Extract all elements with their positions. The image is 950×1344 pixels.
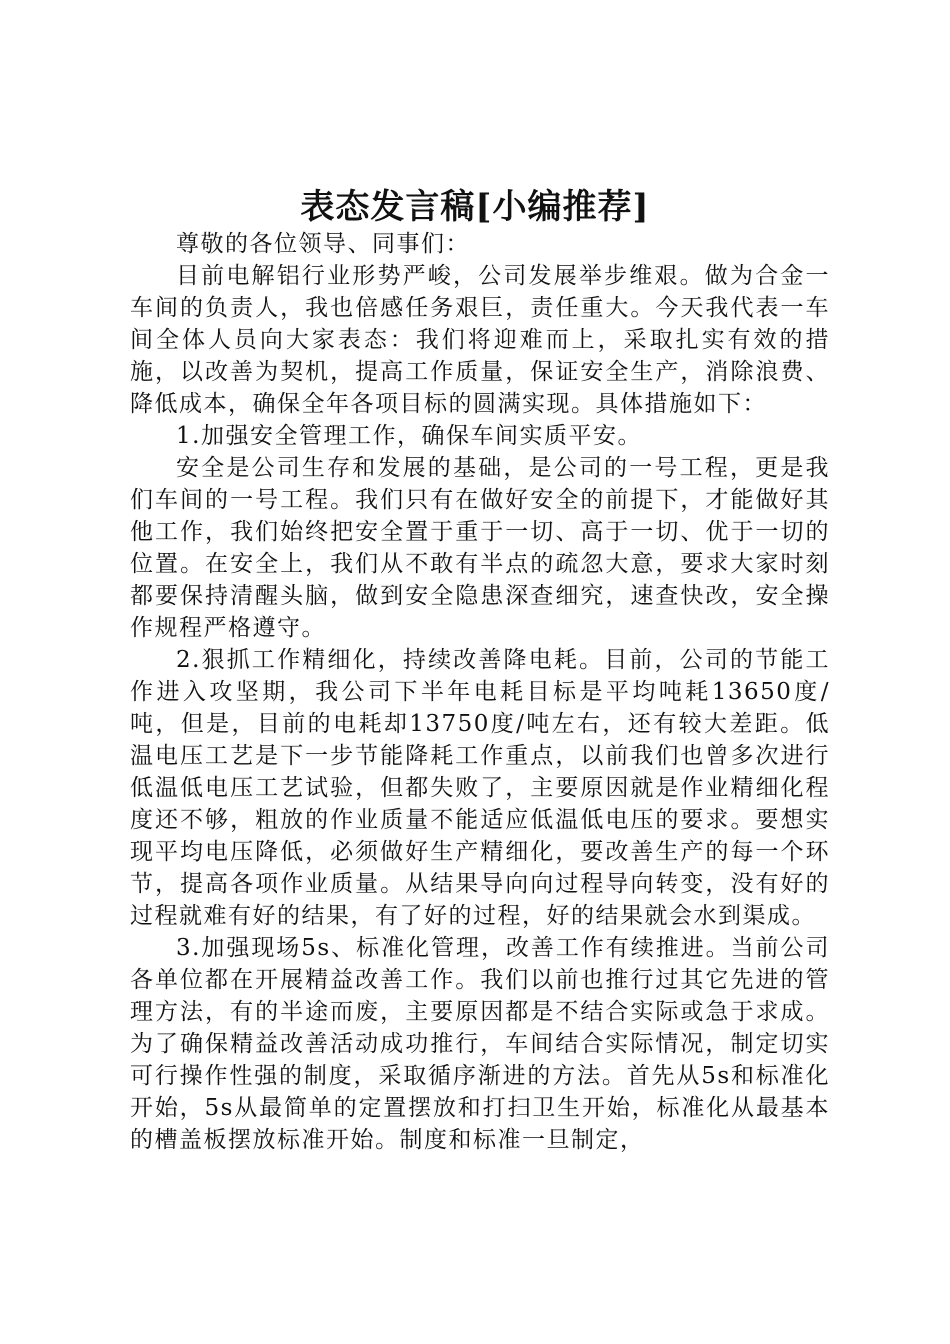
heading-measure-1: 1.加强安全管理工作，确保车间实质平安。 [176, 423, 642, 449]
paragraph-intro: 目前电解铝行业形势严峻，公司发展举步维艰。做为合金一车间的负责人，我也倍感任务艰巨，责任重大。今天我代表一车间全体人员向大家表态：我们将迎难而上，采取扎实有效的措施，以改善为契机，提高工作质量，保证安全生产，消除浪费、降低成本，确保全年各项目标的圆满实现。具体措施如下： [130, 263, 830, 417]
paragraph-measure-3: 3.加强现场5s、标准化管理，改善工作有续推进。当前公司各单位都在开展精益改善工作。我们以前也推行过其它先进的管理方法，有的半途而废，主要原因都是不结合实际或急于求成。为了确保精益改善活动成功推行，车间结合实际情况，制定切实可行操作性强的制度，采取循序渐进的方法。首先从5s和标准化开始，5s从最简单的定置摆放和打扫卫生开始，标准化从最基本的槽盖板摆放标准开始。制度和标准一旦制定， [130, 935, 830, 1153]
paragraph-safety: 安全是公司生存和发展的基础，是公司的一号工程，更是我们车间的一号工程。我们只有在做好安全的前提下，才能做好其他工作，我们始终把安全置于重于一切、高于一切、优于一切的位置。在安全上，我们从不敢有半点的疏忽大意，要求大家时刻都要保持清醒头脑，做到安全隐患深查细究，速查快改，安全操作规程严格遵守。 [130, 455, 830, 641]
document-body [130, 228, 830, 1156]
salutation: 尊敬的各位领导、同事们： [176, 231, 470, 257]
paragraph-measure-2: 2.狠抓工作精细化，持续改善降电耗。目前，公司的节能工作进入攻坚期，我公司下半年电耗目标是平均吨耗13650度/吨，但是，目前的电耗却13750度/吨左右，还有较大差距。低温电压工艺是下一步节能降耗工作重点，以前我们也曾多次进行低温低电压工艺试验，但都失败了，主要原因就是作业精细化程度还不够，粗放的作业质量不能适应低温低电压的要求。要想实现平均电压降低，必须做好生产精细化，要改善生产的每一个环节，提高各项作业质量。从结果导向向过程导向转变，没有好的过程就难有好的结果，有了好的过程，好的结果就会水到渠成。 [130, 647, 830, 929]
document-title: 表态发言稿[小编推荐] [300, 187, 650, 227]
